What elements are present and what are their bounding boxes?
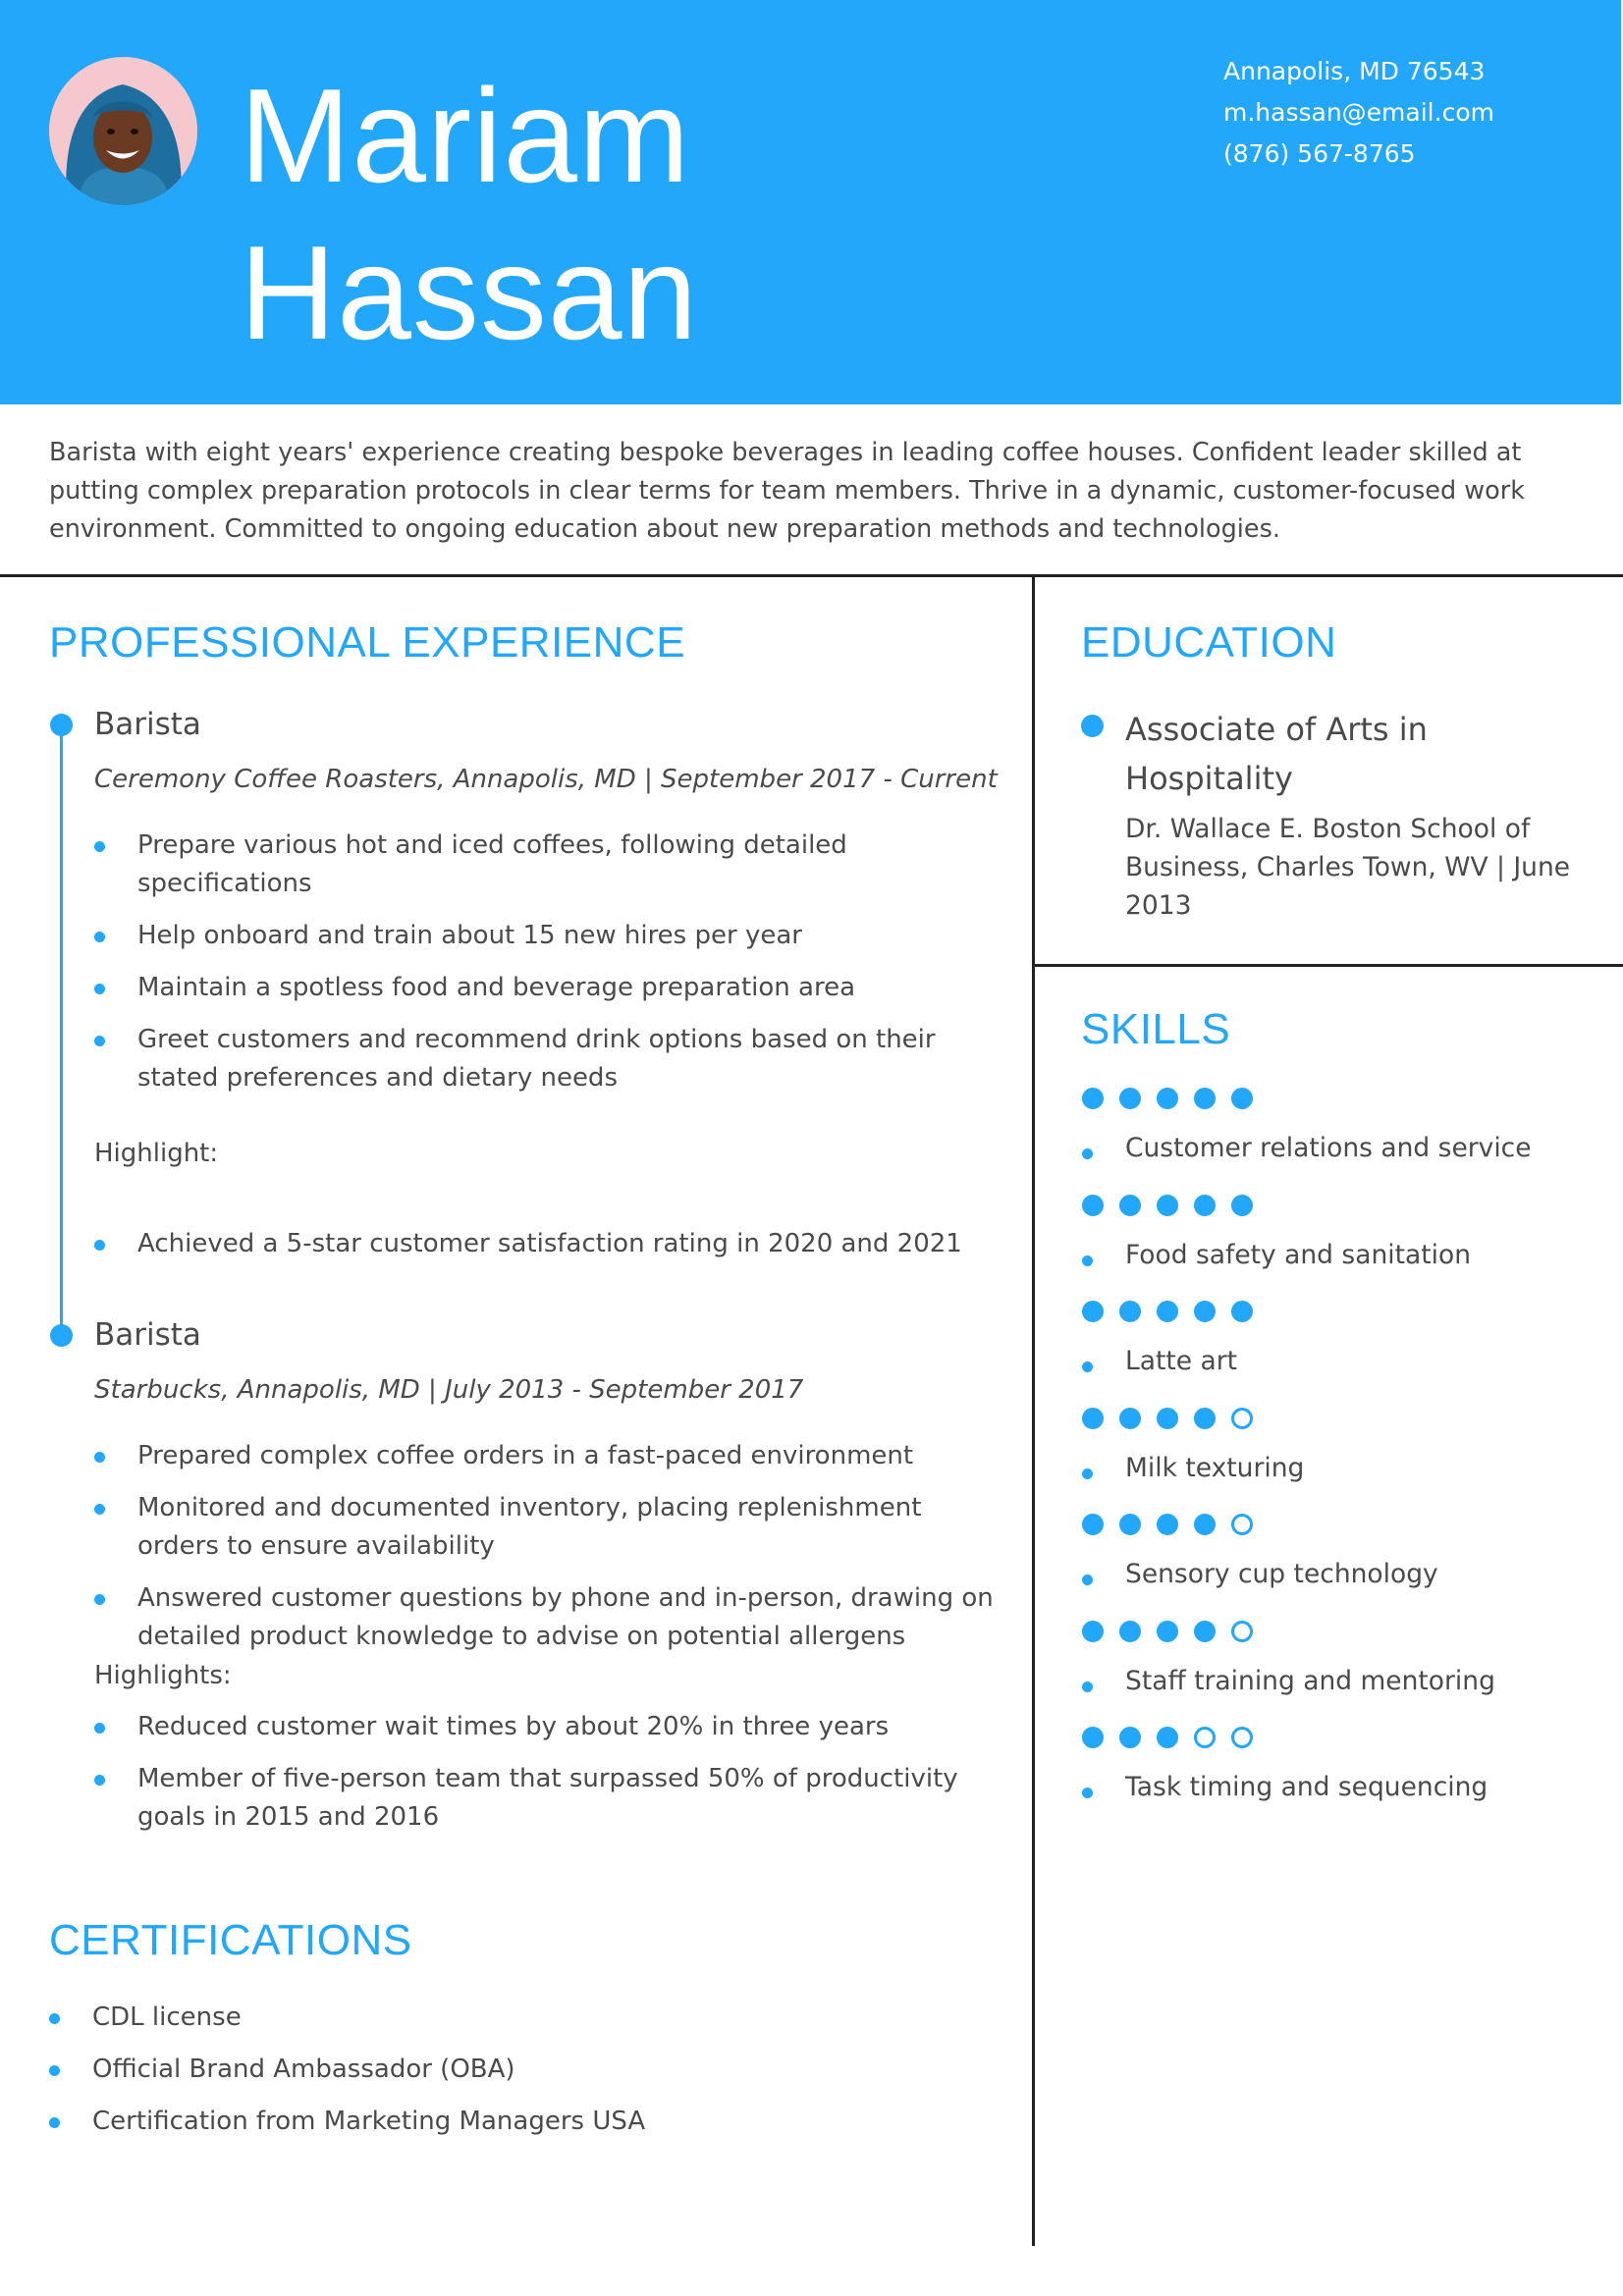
professional-summary: Barista with eight years' experience creating bespoke beverages in leading coffee houses. Confident leader skilled at putting complex preparation protocols in clear terms for team members. Thrive in a dynamic, customer-focused work environment. Committed to ongoing education about new preparation methods and technologies. — [49, 438, 1525, 544]
list-item: Prepared complex coffee orders in a fast-paced environment — [137, 1437, 1001, 1475]
rating-dot-filled — [1119, 1301, 1141, 1322]
skill-bullet — [1082, 1255, 1093, 1266]
highlight-label: Highlights: — [94, 1661, 232, 1690]
skill-name: Latte art — [1125, 1346, 1238, 1376]
education-degree: Associate of Arts in Hospitality — [1125, 711, 1428, 797]
skill-rating — [1082, 1408, 1269, 1431]
list-item: Achieved a 5-star customer satisfaction rating in 2020 and 2021 — [137, 1225, 1001, 1263]
job-bullets — [137, 1437, 1001, 1656]
rating-dot-empty — [1231, 1621, 1253, 1642]
rating-dot-filled — [1157, 1088, 1178, 1109]
rating-dot-filled — [1194, 1088, 1216, 1109]
rating-dot-filled — [1119, 1621, 1141, 1642]
rating-dot-empty — [1231, 1408, 1253, 1429]
rating-dot-empty — [1231, 1514, 1253, 1535]
skill-name: Milk texturing — [1125, 1452, 1305, 1483]
rating-dot-filled — [1194, 1514, 1216, 1535]
rating-dot-filled — [1119, 1514, 1141, 1535]
skill-bullet — [1082, 1682, 1093, 1692]
list-item: Certification from Marketing Managers USA — [92, 2103, 976, 2141]
rating-dot-filled — [1194, 1621, 1216, 1642]
rating-dot-filled — [1082, 1088, 1104, 1109]
education-divider — [1034, 964, 1623, 967]
list-item: Monitored and documented inventory, placing replenishment orders to ensure availability — [137, 1489, 1001, 1566]
rating-dot-filled — [1082, 1621, 1104, 1642]
rating-dot-filled — [1082, 1514, 1104, 1535]
skill-rating — [1082, 1088, 1269, 1111]
rating-dot-empty — [1231, 1727, 1253, 1748]
list-item: Maintain a spotless food and beverage preparation area — [137, 969, 1001, 1007]
job-highlights — [137, 1225, 1001, 1263]
last-name: Hassan — [240, 218, 699, 367]
column-divider — [1032, 577, 1035, 2246]
highlight-label: Highlight: — [94, 1139, 219, 1168]
rating-dot-filled — [1157, 1621, 1178, 1642]
certifications-list — [92, 1999, 976, 2141]
education-school: Dr. Wallace E. Boston School of Business, Charles Town, WV | June 2013 — [1125, 814, 1571, 921]
first-name: Mariam — [240, 61, 691, 210]
rating-dot-filled — [1157, 1195, 1178, 1216]
skill-bullet — [1082, 1468, 1093, 1479]
certifications-heading: CERTIFICATIONS — [49, 1916, 412, 1964]
skill-name: Customer relations and service — [1125, 1133, 1532, 1163]
rating-dot-filled — [1157, 1408, 1178, 1429]
list-item: Help onboard and train about 15 new hires per year — [137, 917, 1001, 955]
skills-heading: SKILLS — [1081, 1005, 1231, 1053]
rating-dot-filled — [1231, 1195, 1253, 1216]
rating-dot-filled — [1194, 1301, 1216, 1322]
rating-dot-filled — [1231, 1088, 1253, 1109]
rating-dot-filled — [1082, 1408, 1104, 1429]
education-dot — [1081, 715, 1104, 737]
skill-rating — [1082, 1514, 1269, 1537]
rating-dot-filled — [1082, 1727, 1104, 1748]
job-bullets — [137, 827, 1001, 1097]
rating-dot-filled — [1082, 1301, 1104, 1322]
job-meta: Ceremony Coffee Roasters, Annapolis, MD | September 2017 - Current — [94, 765, 998, 794]
skill-name: Food safety and sanitation — [1125, 1239, 1472, 1270]
contact-email[interactable]: m.hassan@email.com — [1223, 98, 1494, 127]
candidate-name — [240, 57, 698, 371]
list-item: Member of five-person team that surpassed 50% of productivity goals in 2015 and 2016 — [137, 1760, 1001, 1837]
skill-bullet — [1082, 1575, 1093, 1585]
rating-dot-filled — [1194, 1408, 1216, 1429]
list-item: Official Brand Ambassador (OBA) — [92, 2051, 976, 2089]
rating-dot-empty — [1194, 1727, 1216, 1748]
profile-photo-icon — [49, 57, 197, 205]
experience-heading: PROFESSIONAL EXPERIENCE — [49, 618, 686, 667]
rating-dot-filled — [1157, 1301, 1178, 1322]
experience-timeline — [60, 724, 63, 1335]
skill-rating — [1082, 1195, 1269, 1218]
list-item: Answered customer questions by phone and in-person, drawing on detailed product knowledge to advise on potential allergens — [137, 1579, 1001, 1656]
job-meta: Starbucks, Annapolis, MD | July 2013 - September 2017 — [94, 1375, 804, 1405]
skill-bullet — [1082, 1362, 1093, 1372]
skill-name: Sensory cup technology — [1125, 1559, 1438, 1589]
contact-phone[interactable]: (876) 567-8765 — [1223, 139, 1416, 168]
skill-rating — [1082, 1621, 1269, 1644]
avatar — [49, 57, 197, 205]
header-banner — [0, 0, 1621, 404]
job-title: Barista — [94, 707, 201, 742]
list-item: Reduced customer wait times by about 20% in three years — [137, 1708, 1001, 1746]
job-highlights — [137, 1708, 1001, 1837]
skill-rating — [1082, 1727, 1269, 1750]
list-item: Prepare various hot and iced coffees, following detailed specifications — [137, 827, 1001, 903]
job-title: Barista — [94, 1317, 201, 1353]
skill-bullet — [1082, 1148, 1093, 1159]
rating-dot-filled — [1119, 1727, 1141, 1748]
skill-rating — [1082, 1301, 1269, 1324]
list-item: Greet customers and recommend drink options based on their stated preferences and dietary needs — [137, 1021, 1001, 1097]
skill-bullet — [1082, 1788, 1093, 1798]
rating-dot-filled — [1194, 1195, 1216, 1216]
rating-dot-filled — [1119, 1408, 1141, 1429]
contact-location: Annapolis, MD 76543 — [1223, 57, 1486, 85]
rating-dot-filled — [1231, 1301, 1253, 1322]
timeline-dot — [50, 1324, 73, 1347]
rating-dot-filled — [1082, 1195, 1104, 1216]
list-item: CDL license — [92, 1999, 976, 2037]
rating-dot-filled — [1119, 1088, 1141, 1109]
rating-dot-filled — [1157, 1727, 1178, 1748]
timeline-dot — [50, 714, 73, 736]
rating-dot-filled — [1157, 1514, 1178, 1535]
contact-info — [1223, 51, 1494, 175]
summary-divider — [0, 574, 1623, 577]
skill-name: Task timing and sequencing — [1125, 1772, 1488, 1802]
rating-dot-filled — [1119, 1195, 1141, 1216]
education-heading: EDUCATION — [1081, 618, 1337, 667]
skill-name: Staff training and mentoring — [1125, 1665, 1495, 1696]
